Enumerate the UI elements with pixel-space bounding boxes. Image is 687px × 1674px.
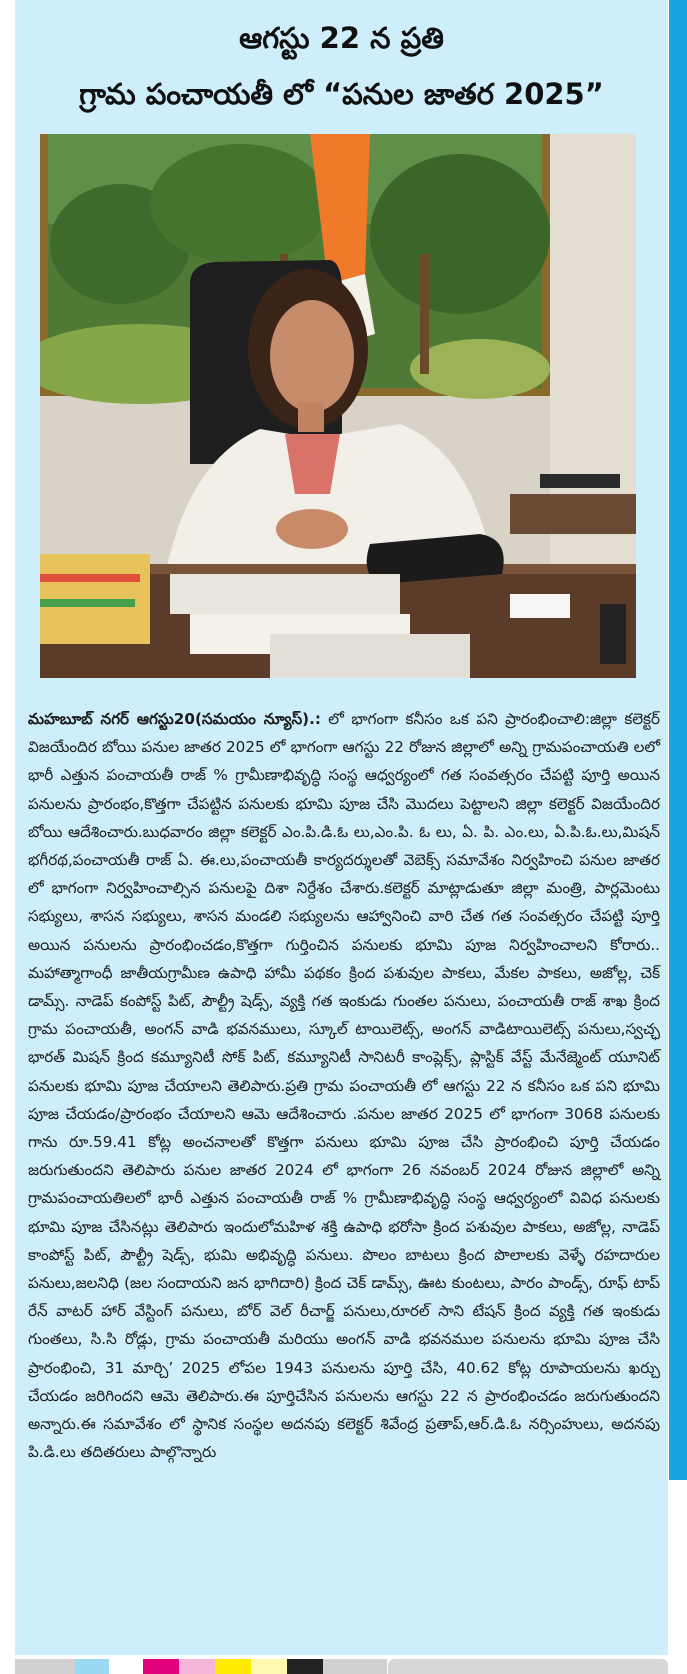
article-dateline: మహబూబ్ నగర్ ఆగస్టు20(సమయం న్యూస్).:	[28, 710, 321, 728]
color-swatch	[251, 1659, 287, 1674]
headline-line-2: గ్రామ పంచాయతీ లో “పనుల జాతర 2025”	[79, 77, 604, 111]
color-swatch	[179, 1659, 215, 1674]
headline	[15, 10, 668, 122]
article-body	[28, 705, 660, 1466]
print-color-strip	[15, 1659, 387, 1674]
color-swatch	[15, 1659, 75, 1674]
color-swatch	[215, 1659, 251, 1674]
print-strip-right	[388, 1659, 668, 1674]
color-swatch	[287, 1659, 323, 1674]
headline-line-1: ఆగస్టు 22 న ప్రతి	[239, 21, 444, 55]
color-swatch	[75, 1659, 109, 1674]
collector-photo	[40, 134, 636, 678]
article-paragraph: లో భాగంగా కనీసం ఒక పని ప్రారంభించాలి:జిల్లా కలెక్టర్ విజయేందిర బోయి పనుల జాతర 2025 లో భాగంగా ఆగస్టు 22 రోజున జిల్లాలో అన్ని గ్రామపంచాయతి లలో భారీ ఎత్తున పంచాయతీ రాజ్ % గ్రామీణాభివృద్ధి సంస్థ ఆధ్వర్యంలో గత సంవత్సరం చేపట్టి పూర్తి అయిన పనులను ప్రారంభం,కొత్తగా చేపట్టిన పనులకు భూమి పూజ చేసి మొదలు పెట్టాలని జిల్లా కలెక్టర్ విజయేందిర బోయి ఆదేశించారు.బుధవారం జిల్లా కలెక్టర్ ఎం.పి.డి.ఓ లు,ఎం.పి. ఓ లు, ఏ. పి. ఎం.లు, ఏ.పి.ఓ.లు,మిషన్ భగీరథ,పంచాయతీ రాజ్ ఏ. ఈ.లు,పంచాయతీ కార్యదర్శులతో వెబెక్స్ సమావేశం నిర్వహించి పనుల జాతర లో భాగంగా నిర్వహించాల్సిన పనులపై దిశా నిర్దేశం చేశారు.కలెక్టర్ మాట్లాడుతూ జిల్లా మంత్రి, పార్లమెంటు సభ్యులు, శాసన సభ్యులు, శాసన మండలి సభ్యులను ఆహ్వానించి వారి చేత గత సంవత్సరం చేపట్టి పూర్తి అయిన పనులను ప్రారంభించడం,కొత్తగా గుర్తించిన పనులకు భూమి పూజ నిర్వహించాలని కోరారు.. మహాత్మాగాంధీ జాతీయగ్రామీణ ఉపాధి హామీ పథకం క్రింద పశువుల పాకలు, మేకల పాకలు, అజోల్ల, చెక్ డామ్స్. నాడెప్ కంపోస్ట్ పిట్, పౌల్ట్రీ షెడ్స్, వ్యక్తి గత ఇంకుడు గుంతల పనులు, పంచాయతీ రాజ్ శాఖ క్రింద గ్రామ పంచాయతీ, అంగన్ వాడి భవనములు, స్కూల్ టాయిలెట్స్, అంగన్ వాడిటాయిలెట్స్ పనులు,స్వచ్ఛ భారత్ మిషన్ క్రింద కమ్యూనిటీ సోక్ పిట్, కమ్యూనిటీ సానిటరీ కాంప్లెక్స్, ప్లాస్టిక్ వేస్ట్ మేనేజ్మెంట్ యూనిట్ పనులకు భూమి పూజ చేయాలని తెలిపారు.ప్రతి గ్రామ పంచాయతీ లో ఆగస్టు 22 న కనీసం ఒక పని భూమి పూజ చేయడం/ప్రారంభం చేయాలని ఆమె ఆదేశించారు .పనుల జాతర 2025 లో భాగంగా 3068 పనులకు గాను రూ.59.41 కోట్ల అంచనాలతో కొత్తగా పనులు భూమి పూజ చేసి ప్రారంభించి పూర్తి చేయడం జరుగుతుందని తెలిపారు పనుల జాతర 2024 లో భాగంగా 26 నవంబర్ 2024 రోజున జిల్లాలో అన్ని గ్రామపంచాయతిలలో భారీ ఎత్తున పంచాయతీ రాజ్ % గ్రామీణాభివృద్ధి సంస్థ ఆధ్వర్యంలో వివిధ పనులకు భూమి పూజ చేసినట్లు తెలిపారు ఇందులోమహిళ శక్తి ఉపాధి భరోసా క్రింద పశువుల పాకలు, అజోల్ల, నాడెప్ కాంపోస్ట్ పిట్, పౌల్ట్రీ షెడ్స్, భుమి అభివృద్ధి పనులు. పొలం బాటలు క్రింద పొలాలకు వెళ్ళే రహదారుల పనులు,జలనిధి (జల సందాయని జన భాగిదారి) క్రింద చెక్ డామ్స్, ఊట కుంటలు, పారం పాండ్స్, రూఫ్ టాప్ రేన్ వాటర్ హార్ వేస్టింగ్ పనులు, బోర్ వెల్ రీచార్జ్ పనులు,రూరల్ సాని టేషన్ క్రింద వ్యక్తి గత ఇంకుడు గుంతలు, సి.సి రోడ్లు, గ్రామ పంచాయతీ మరియు అంగన్ వాడి భవనముల పనులను భూమి పూజ చేసి ప్రారంభించి, 31 మార్చి’ 2025 లోపల 1943 పనులను పూర్తి చేసి, 40.62 కోట్ల రూపాయలను ఖర్చు చేయడం జరిగిందని ఆమె తెలిపారు.ఈ పూర్తిచేసిన పనులను ఆగస్టు 22 న ప్రారంభించడం జరుగుతుందని అన్నారు.ఈ సమావేశం లో స్థానిక సంస్థల అదనపు కలెక్టర్ శివేంద్ర ప్రతాప్,ఆర్.డి.ఓ నర్సింహులు, అదనపు పి.డి.లు తదితరులు పాల్గొన్నారు	[28, 710, 660, 1462]
accent-side-bar	[669, 0, 687, 1480]
color-swatch	[109, 1659, 143, 1674]
collector-photo-illustration	[40, 134, 636, 678]
color-swatch	[143, 1659, 179, 1674]
color-swatch	[323, 1659, 387, 1674]
